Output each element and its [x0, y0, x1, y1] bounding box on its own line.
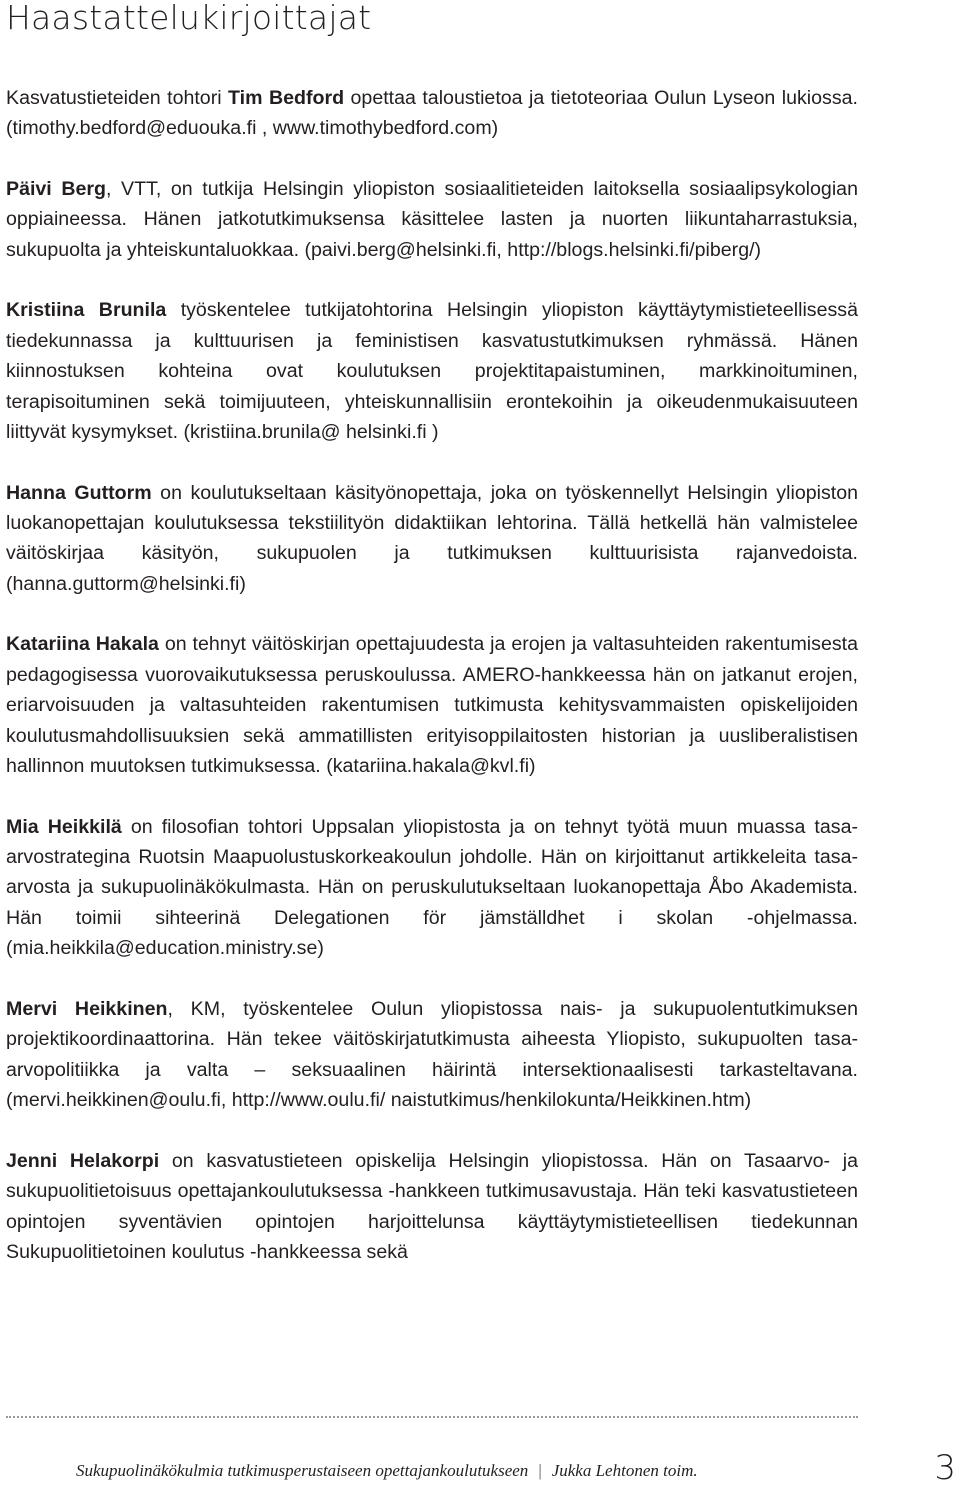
running-footer: [76, 1461, 698, 1481]
book-editor: Jukka Lehtonen toim.: [551, 1461, 698, 1480]
author-name: Mervi Heikkinen: [6, 997, 168, 1020]
footer-separator: |: [538, 1461, 542, 1480]
bio-prefix: Kasvatustieteiden tohtori: [6, 87, 229, 109]
bio-katariina-hakala: [6, 629, 858, 781]
page-title: Haastattelukirjoittajat: [6, 0, 372, 37]
bio-kristiina-brunila: [6, 295, 858, 447]
bio-jenni-helakorpi: [6, 1146, 858, 1268]
bio-text: , KM, työskentelee Oulun yliopistossa nais- ja sukupuolentutkimuksen projektikoordinaattorina. Hän tekee väitöskirjatutkimusta aiheesta Yliopisto, sukupuolten tasa-arvopolitiikka ja valta – seksuaalinen häirintä intersektionaalisesti tarkasteltavana. (mervi.heikkinen@oulu.fi, http://www.oulu.fi/ naistutkimus/henkilokunta/Heikkinen.htm): [6, 997, 859, 1112]
bio-text: on koulutukseltaan käsityönopettaja, joka on työskennellyt Helsingin yliopiston luokanopettajan koulutuksessa tekstiilityön didaktiikan lehtorina. Tällä hetkellä hän valmistelee väitöskirjaa käsityön, sukupuolen ja tutkimuksen kulttuurisista rajanvedoista. (hanna.guttorm@helsinki.fi): [6, 481, 858, 595]
author-name: Tim Bedford: [228, 87, 345, 109]
author-name: Hanna Guttorm: [6, 481, 152, 504]
footer-divider: [6, 1416, 858, 1418]
author-name: Jenni Helakorpi: [6, 1149, 160, 1172]
bio-text: opettaa taloustietoa ja tietoteoriaa Oulun Lyseon lukiossa. (timothy.bedford@eduouka.fi , www.timothybedford.com): [6, 87, 858, 140]
page-number: 3: [934, 1448, 956, 1488]
book-title: Sukupuolinäkökulmia tutkimusperustaiseen opettajankoulutukseen: [76, 1461, 529, 1480]
bio-text: on kasvatustieteen opiskelija Helsingin yliopistossa. Hän on Tasaarvo- ja sukupuolitietoisuus opettajankoulutuksessa -hankkeen tutkimusavustaja. Hän teki kasvatustieteen opintojen syventävien opintojen harjoittelunsa käyttäytymistieteellisen tiedekunnan Sukupuolitietoinen koulutus -hankkeessa sekä: [6, 1149, 858, 1263]
bio-tim-bedford: [6, 83, 858, 144]
bio-text: on filosofian tohtori Uppsalan yliopistosta ja on tehnyt työtä muun muassa tasa-arvostrategina Ruotsin Maapuolustuskorkeakoulun johdolle. Hän on kirjoittanut artikkeleita tasa-arvosta ja sukupuolinäkökulmasta. Hän on peruskulutukseltaan luokanopettaja Åbo Akademista. Hän toimii sihteerinä Delegationen för jämställdhet i skolan -ohjelmassa. (mia.heikkila@education.ministry.se): [6, 815, 858, 960]
bio-hanna-guttorm: [6, 478, 858, 600]
author-name: Katariina Hakala: [6, 633, 159, 656]
bio-text: on tehnyt väitöskirjan opettajuudesta ja erojen ja valtasuhteiden rakentumisesta pedagogisessa vuorovaikutuksessa peruskoulussa. AMERO-hankkeessa hän on jatkanut erojen, eriarvoisuuden ja valtasuhteiden rakentumisen tutkimusta kehitysvammaisten opiskelijoiden koulutusmahdollisuuksien sekä ammatillisten erityisoppilaitosten historian ja uusliberalistisen hallinnon muutoksen tutkimuksessa. (katariina.hakala@kvl.fi): [6, 633, 858, 778]
author-name: Päivi Berg: [6, 178, 106, 200]
author-name: Kristiina Brunila: [6, 299, 167, 322]
bio-text: työskentelee tutkijatohtorina Helsingin yliopiston käyttäytymistieteellisessä tiedekunnassa ja kulttuurisen ja feministisen kasvatustutkimuksen ryhmässä. Hänen kiinnostuksen kohteina ovat koulutuksen projektitapaistuminen, markkinoituminen, terapisoituminen sekä toimijuuteen, yhteiskunnallisiin erontekoihin ja oikeudenmukaisuuteen liittyvät kysymykset. (kristiina.brunila@ helsinki.fi ): [6, 299, 858, 444]
bio-text: , VTT, on tutkija Helsingin yliopiston sosiaalitieteiden laitoksella sosiaalipsykologian oppiaineessa. Hänen jatkotutkimuksensa käsittelee lasten ja nuorten liikuntaharrastuksia, sukupuolta ja yhteiskuntaluokkaa. (paivi.berg@helsinki.fi, http://blogs.helsinki.fi/piberg/): [6, 178, 858, 261]
bio-paivi-berg: [6, 174, 858, 265]
bio-mia-heikkila: [6, 812, 858, 964]
author-bios: [6, 83, 858, 1267]
bio-mervi-heikkinen: [6, 994, 858, 1116]
author-name: Mia Heikkilä: [6, 815, 122, 838]
